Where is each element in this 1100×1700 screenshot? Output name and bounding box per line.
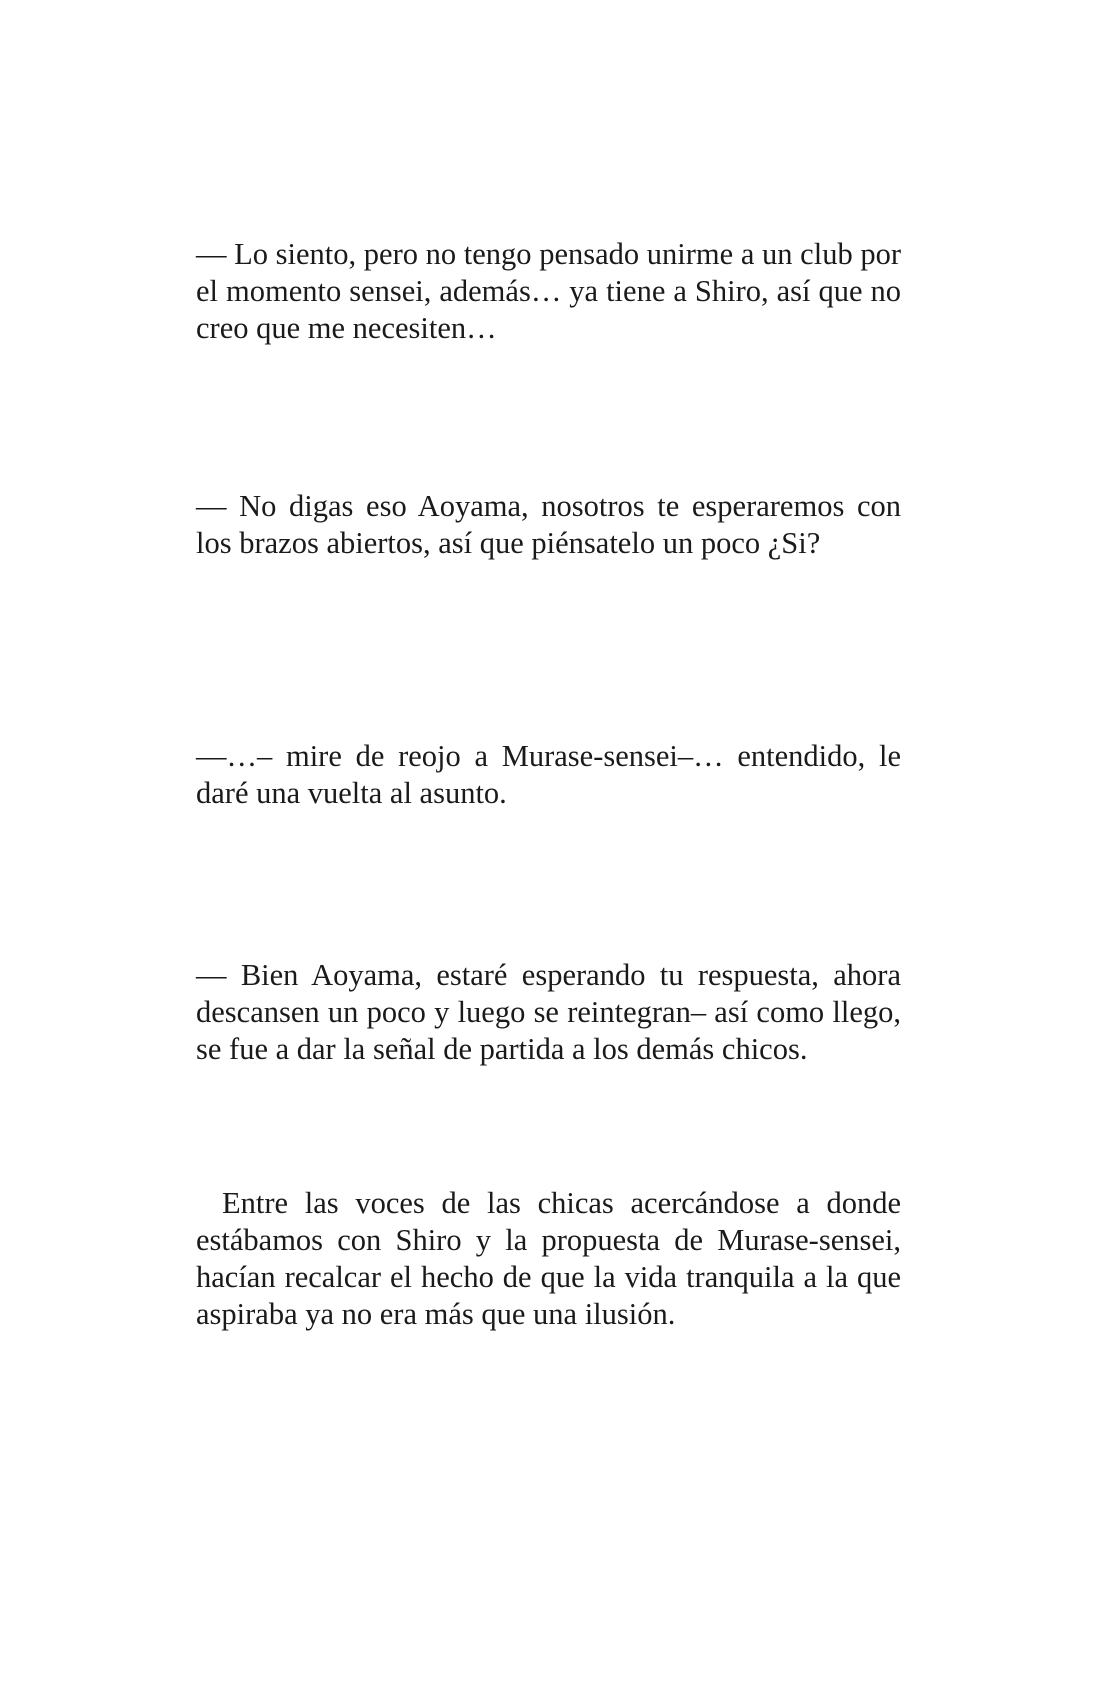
dialogue-paragraph: — No digas eso Aoyama, nosotros te esperaremos con los brazos abiertos, así que piénsatelo un poco ¿Si? (196, 489, 901, 560)
dialogue-paragraph: — Lo siento, pero no tengo pensado unirme a un club por el momento sensei, además… ya tiene a Shiro, así que no creo que me necesiten… (196, 237, 901, 345)
dialogue-paragraph: —…– mire de reojo a Murase-sensei–… entendido, le daré una vuelta al asunto. (196, 739, 901, 810)
narration-paragraph: Entre las voces de las chicas acercándose a donde estábamos con Shiro y la propuesta de Murase-sensei, hacían recalcar el hecho de que la vida tranquila a la que aspiraba ya no era más que una ilusión. (196, 1186, 901, 1331)
dialogue-paragraph: — Bien Aoyama, estaré esperando tu respuesta, ahora descansen un poco y luego se reintegran– así como llego, se fue a dar la señal de partida a los demás chicos. (196, 958, 901, 1066)
